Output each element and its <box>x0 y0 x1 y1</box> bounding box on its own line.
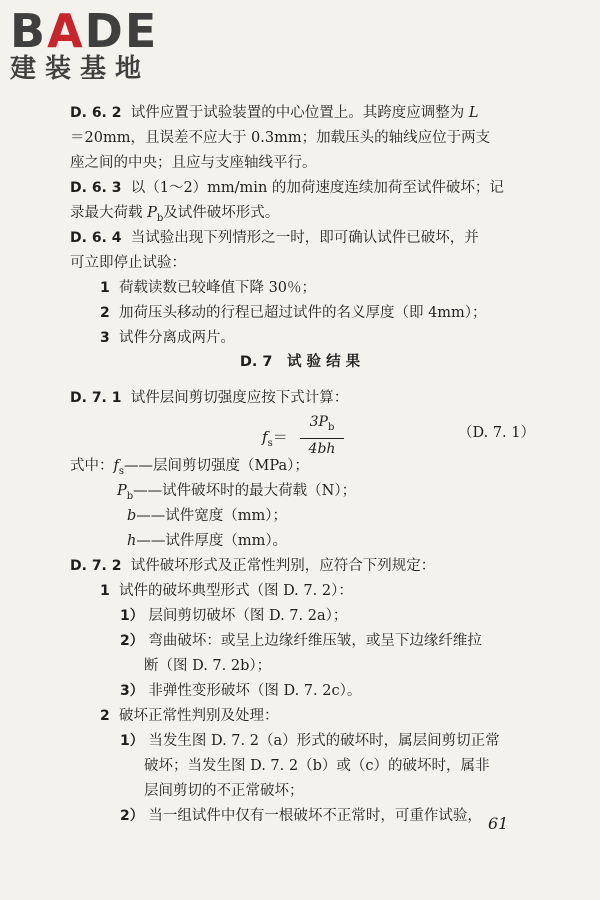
d62-line2: ＝20mm，且误差不应大于 0.3mm；加载压头的轴线应位于两支 <box>70 130 491 146</box>
d72-item2-sub-cont: 层间剪切的不正常破坏； <box>144 783 304 799</box>
def-line: 式中：$f_s——$层间剪切强度（MPa）； <box>70 458 309 477</box>
def-line: h——试件厚度（mm）。 <box>127 533 288 549</box>
equation-number: （D. 7. 1） <box>458 425 535 441</box>
d64-item: 1 荷载读数已较峰值下降 30％； <box>100 280 317 296</box>
d64-item: 2 加荷压头移动的行程已超过试件的名义厚度（即 4mm）； <box>100 305 487 321</box>
formula-lhs: $f_s=$ <box>262 428 288 449</box>
def-line: $P_b——$试件破坏时的最大荷载（N）； <box>117 483 357 502</box>
d72-item2-sub: 1） 当发生图 D. 7. 2（a）形式的破坏时，属层间剪切正常 <box>120 733 500 749</box>
d64-line1: D. 6. 4 当试验出现下列情形之一时，即可确认试件已破坏，并 <box>70 230 479 246</box>
logo-subtitle: 建装基地 <box>10 54 151 84</box>
d72-item2-sub-cont: 破坏；当发生图 D. 7. 2（b）或（c）的破坏时，属非 <box>144 758 490 774</box>
d72-item1: 1 试件的破坏典型形式（图 D. 7. 2）： <box>100 583 353 599</box>
formula-fraction: $3P_b$ 4bh <box>300 413 344 458</box>
logo <box>10 6 158 84</box>
d72-item1-sub: 2） 弯曲破坏：或呈上边缘纤维压皱，或呈下边缘纤维拉 <box>120 633 482 649</box>
d64-line2: 可立即停止试验： <box>70 255 186 271</box>
section-heading-d7: D. 7 试 验 结 果 <box>239 354 361 370</box>
d72-item2-sub: 2） 当一组试件中仅有一根破坏不正常时，可重作试验， <box>120 808 482 824</box>
page-number: 61 <box>488 814 509 833</box>
def-line: b——试件宽度（mm）； <box>127 508 288 524</box>
d62-line3: 座之间的中央；且应与支座轴线平行。 <box>70 155 317 171</box>
d62-line1: D. 6. 2 试件应置于试验装置的中心位置上。其跨度应调整为 L <box>70 105 479 121</box>
logo-wordmark: BADE <box>10 4 159 58</box>
d72-item1-sub: 1） 层间剪切破坏（图 D. 7. 2a）； <box>120 608 348 624</box>
d63-line2: 录最大荷载 $P_b$及试件破坏形式。 <box>70 205 280 224</box>
d72-item1-sub: 3） 非弹性变形破坏（图 D. 7. 2c）。 <box>120 683 362 699</box>
d63-line1: D. 6. 3 以（1～2）mm/min 的加荷速度连续加荷至试件破坏；记 <box>70 180 504 196</box>
d72-item1-sub-cont: 断（图 D. 7. 2b）； <box>144 658 272 674</box>
d72-line1: D. 7. 2 试件破坏形式及正常性判别，应符合下列规定： <box>70 558 436 574</box>
fraction-bar <box>300 438 344 439</box>
d64-item: 3 试件分离成两片。 <box>100 330 235 346</box>
d72-item2: 2 破坏正常性判别及处理： <box>100 708 279 724</box>
d71-line1: D. 7. 1 试件层间剪切强度应按下式计算： <box>70 390 349 406</box>
